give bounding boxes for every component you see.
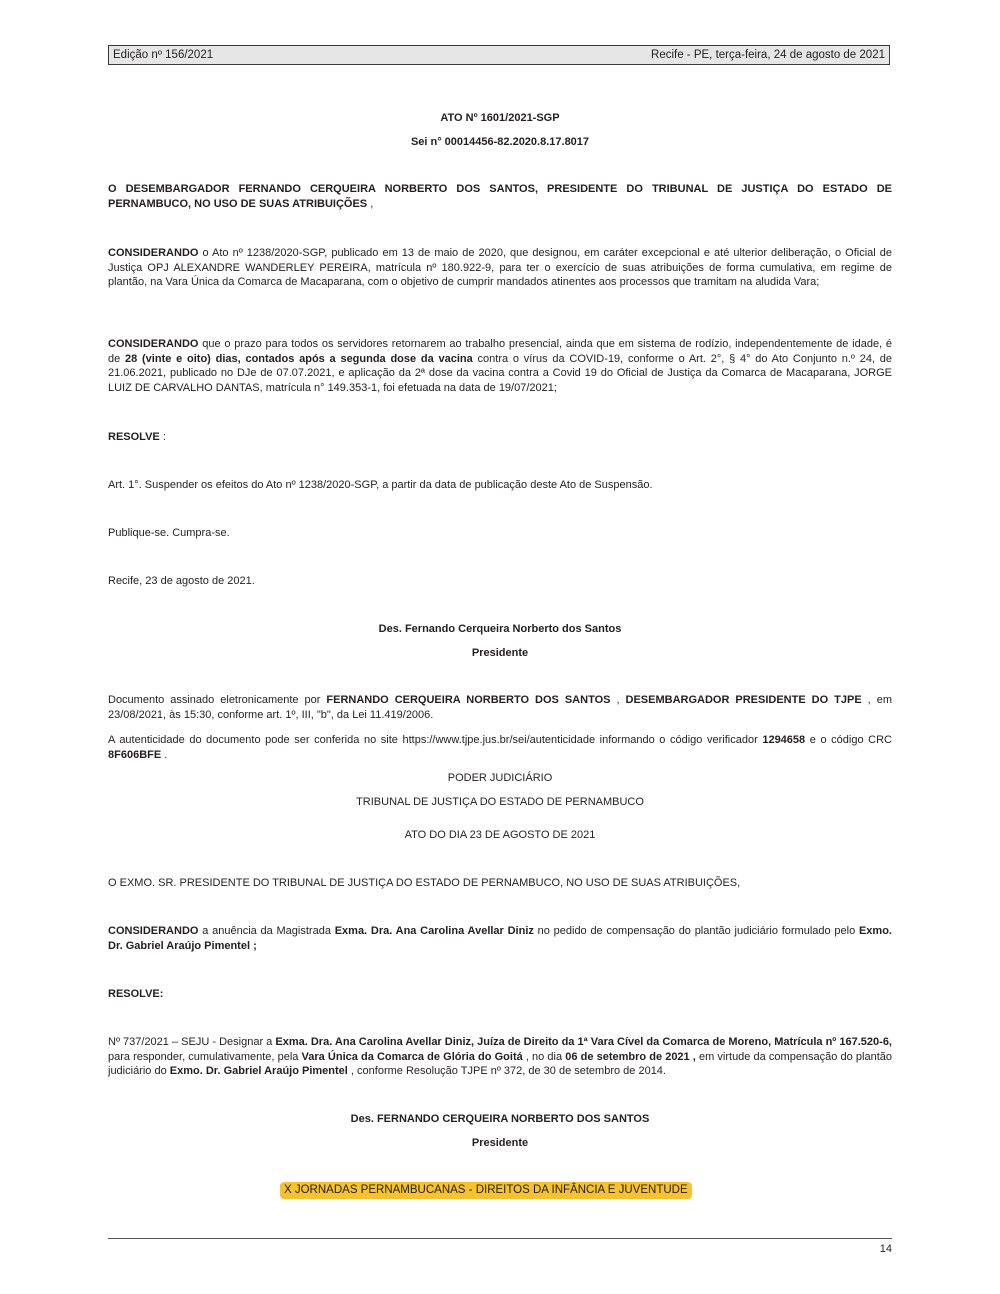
ato1-signer-role: Presidente (471, 647, 529, 659)
edition-label: Edição nº 156/2021 (113, 49, 214, 61)
ato2-signer-role: Presidente (471, 1137, 529, 1149)
ato2-org-line-1: PODER JUDICIÁRIO (447, 772, 553, 784)
ato1-sei-number: Sei n° 00014456-82.2020.8.17.8017 (410, 136, 590, 148)
page-number: 14 (879, 1243, 892, 1255)
ato1-considerando-2: CONSIDERANDO que o prazo para todos os servidores retornarem ao trabalho presencial, ainda que em sistema de rodízio, independentemente de idade, é de 28 (vinte e oito) dias, contados após a segunda dose da vacina contra o vírus da COVID-19, conforme o Art. 2°, § 4° do Ato Conjunto n.º 24, de 21.06.2021, publicado no DJe de 07.07.2021, e aplicação da 2ª dose da vacina contra a Covid 19 do Oficial de Justiça da Comarca de Macaparana, JORGE LUIZ DE CARVALHO DANTAS, matrícula n° 149.353-1, foi efetuada na data de 19/07/2021; (108, 338, 892, 394)
ato1-considerando-1: CONSIDERANDO o Ato nº 1238/2020-SGP, publicado em 13 de maio de 2020, que designou, em caráter excepcional e até ulterior deliberação, o Oficial de Justiça OPJ ALEXANDRE WANDERLEY PEREIRA, matrícula nº 180.922-9, para ter o exercício de suas atribuições de forma cumulativa, em regime de plantão, na Vara Única da Comarca de Macaparana, com o objetivo de cumprir mandados atinentes aos processos que tramitam na aludida Vara; (108, 247, 892, 289)
ato2-signer: Des. FERNANDO CERQUEIRA NORBERTO DOS SANTOS (350, 1113, 650, 1125)
ato1-local-date: Recife, 23 de agosto de 2021. (108, 575, 255, 587)
ato2-resolve: RESOLVE: (108, 988, 164, 1000)
header-date: Recife - PE, terça-feira, 24 de agosto de 2021 (651, 49, 885, 61)
page-header (108, 45, 890, 65)
ato1-title: ATO Nº 1601/2021-SGP (440, 112, 560, 124)
ato1-resolve: RESOLVE : (108, 431, 166, 443)
ato2-preamble: O EXMO. SR. PRESIDENTE DO TRIBUNAL DE JUSTIÇA DO ESTADO DE PERNAMBUCO, NO USO DE SUAS ATRIBUIÇÕES, (108, 877, 741, 889)
ato1-preamble: O DESEMBARGADOR FERNANDO CERQUEIRA NORBERTO DOS SANTOS, PRESIDENTE DO TRIBUNAL DE JUSTIÇA DO ESTADO DE PERNAMBUCO, NO USO DE SUAS ATRIBUIÇÕES , (108, 183, 892, 210)
electronic-signature-note: Documento assinado eletronicamente por FERNANDO CERQUEIRA NORBERTO DOS SANTOS , DESEMBARGADOR PRESIDENTE DO TJPE , em 23/08/2021, às 15:30, conforme art. 1º, III, "b", da Lei 11.419/2006. (108, 694, 892, 721)
ato1-article-1: Art. 1°. Suspender os efeitos do Ato nº 1238/2020-SGP, a partir da data de publicação deste Ato de Suspensão. (108, 479, 653, 491)
document-page (108, 0, 892, 1294)
ato2-considerando: CONSIDERANDO a anuência da Magistrada Exma. Dra. Ana Carolina Avellar Diniz no pedido de compensação do plantão judiciário formulado pelo Exmo. Dr. Gabriel Araújo Pimentel ; (108, 925, 892, 952)
ato2-title: ATO DO DIA 23 DE AGOSTO DE 2021 (404, 829, 596, 841)
ato2-designation: Nº 737/2021 – SEJU - Designar a Exma. Dra. Ana Carolina Avellar Diniz, Juíza de Direito da 1ª Vara Cível da Comarca de Moreno, Matrícula nº 167.520-6, para responder, cumulativamente, pela Vara Única da Comarca de Glória do Goitá , no dia 06 de setembro de 2021 , em virtude da compensação do plantão judiciário do Exmo. Dr. Gabriel Araújo Pimentel , conforme Resolução TJPE nº 372, de 30 de setembro de 2014. (108, 1036, 892, 1078)
authenticity-note: A autenticidade do documento pode ser conferida no site https://www.tjpe.jus.br/sei/autenticidade informando o código verificador 1294658 e o código CRC 8F606BFE . (108, 734, 892, 761)
ato1-publique: Publique-se. Cumpra-se. (108, 527, 230, 539)
ato1-signer: Des. Fernando Cerqueira Norberto dos Santos (378, 623, 622, 635)
jornadas-banner: X JORNADAS PERNAMBUCANAS - DIREITOS DA INFÂNCIA E JUVENTUDE (280, 1182, 692, 1199)
footer-divider (108, 1238, 892, 1239)
ato2-org-line-2: TRIBUNAL DE JUSTIÇA DO ESTADO DE PERNAMBUCO (356, 796, 644, 808)
